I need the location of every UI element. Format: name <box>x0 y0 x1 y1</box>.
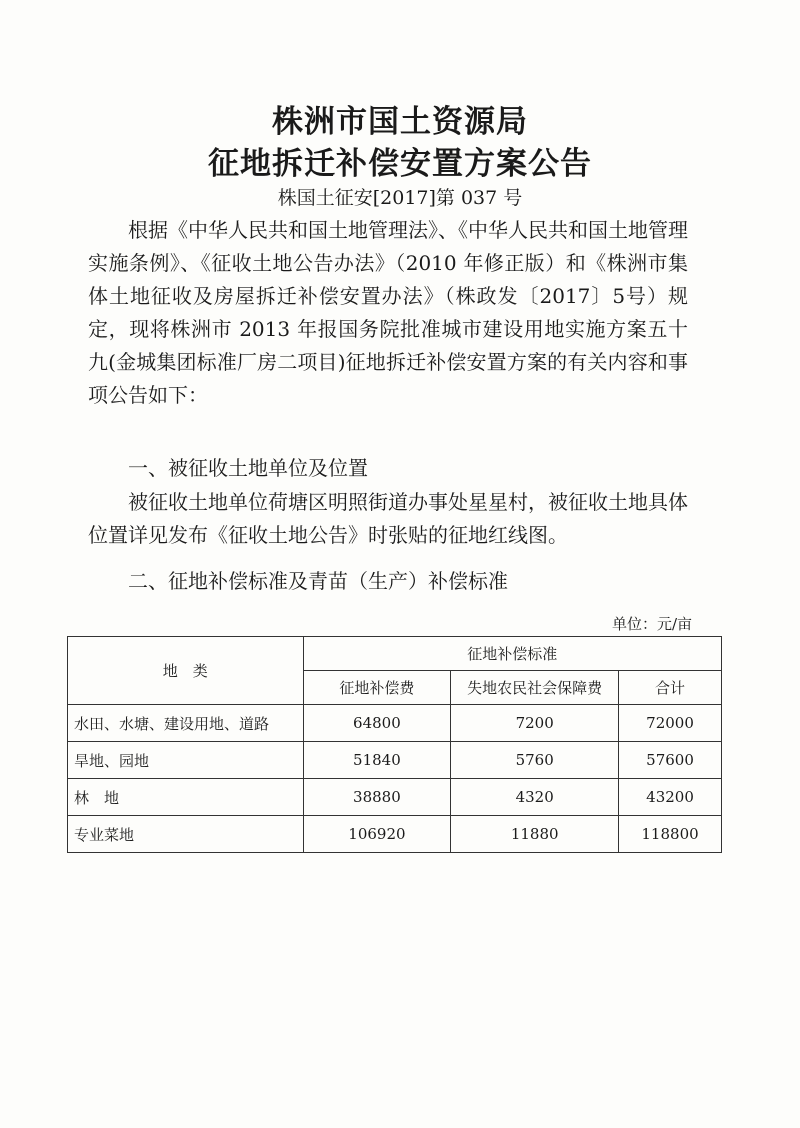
table-row <box>68 816 722 853</box>
cell-land-type: 旱地、园地 <box>68 742 304 779</box>
col-header-total: 合计 <box>619 671 722 705</box>
col-group-header: 征地补偿标准 <box>303 637 721 671</box>
cell-total: 118800 <box>619 816 722 853</box>
cell-total: 57600 <box>619 742 722 779</box>
cell-land-type: 林 地 <box>68 779 304 816</box>
intro-paragraph: 根据《中华人民共和国土地管理法》、《中华人民共和国土地管理实施条例》、《征收土地公告办法》（2010 年修正版）和《株洲市集体土地征收及房屋拆迁补偿安置办法》（株政发〔2017〕5号）规定，现将株洲市 2013 年报国务院批准城市建设用地实施方案五十九(金城集团标准厂房二项目)征地拆迁补偿安置方案的有关内容和事项公告如下： <box>88 218 688 407</box>
table-row <box>68 779 722 816</box>
cell-social-security: 4320 <box>451 779 619 816</box>
document-number: 株国土征安[2017]第 037 号 <box>277 187 523 209</box>
cell-social-security: 11880 <box>451 816 619 853</box>
cell-land-type: 水田、水塘、建设用地、道路 <box>68 705 304 742</box>
cell-compensation: 106920 <box>303 816 451 853</box>
cell-social-security: 5760 <box>451 742 619 779</box>
col-header-compensation: 征地补偿费 <box>303 671 451 705</box>
col-header-land-type: 地 类 <box>68 637 304 705</box>
unit-label: 单位：元/亩 <box>611 615 692 633</box>
cell-compensation: 38880 <box>303 779 451 816</box>
section1-paragraph: 被征收土地单位荷塘区明照街道办事处星星村，被征收土地具体位置详见发布《征收土地公告》时张贴的征地红线图。 <box>88 490 688 547</box>
page-subtitle: 征地拆迁补偿安置方案公告 <box>208 146 592 182</box>
table-row <box>68 742 722 779</box>
cell-compensation: 51840 <box>303 742 451 779</box>
cell-social-security: 7200 <box>451 705 619 742</box>
cell-total: 72000 <box>619 705 722 742</box>
cell-total: 43200 <box>619 779 722 816</box>
page-title: 株洲市国土资源局 <box>272 104 528 140</box>
cell-land-type: 专业菜地 <box>68 816 304 853</box>
section2-heading: 二、征地补偿标准及青苗（生产）补偿标准 <box>128 569 508 593</box>
section1-heading: 一、被征收土地单位及位置 <box>128 456 368 480</box>
cell-compensation: 64800 <box>303 705 451 742</box>
col-header-social-security: 失地农民社会保障费 <box>451 671 619 705</box>
table-row <box>68 705 722 742</box>
compensation-table <box>67 636 722 853</box>
